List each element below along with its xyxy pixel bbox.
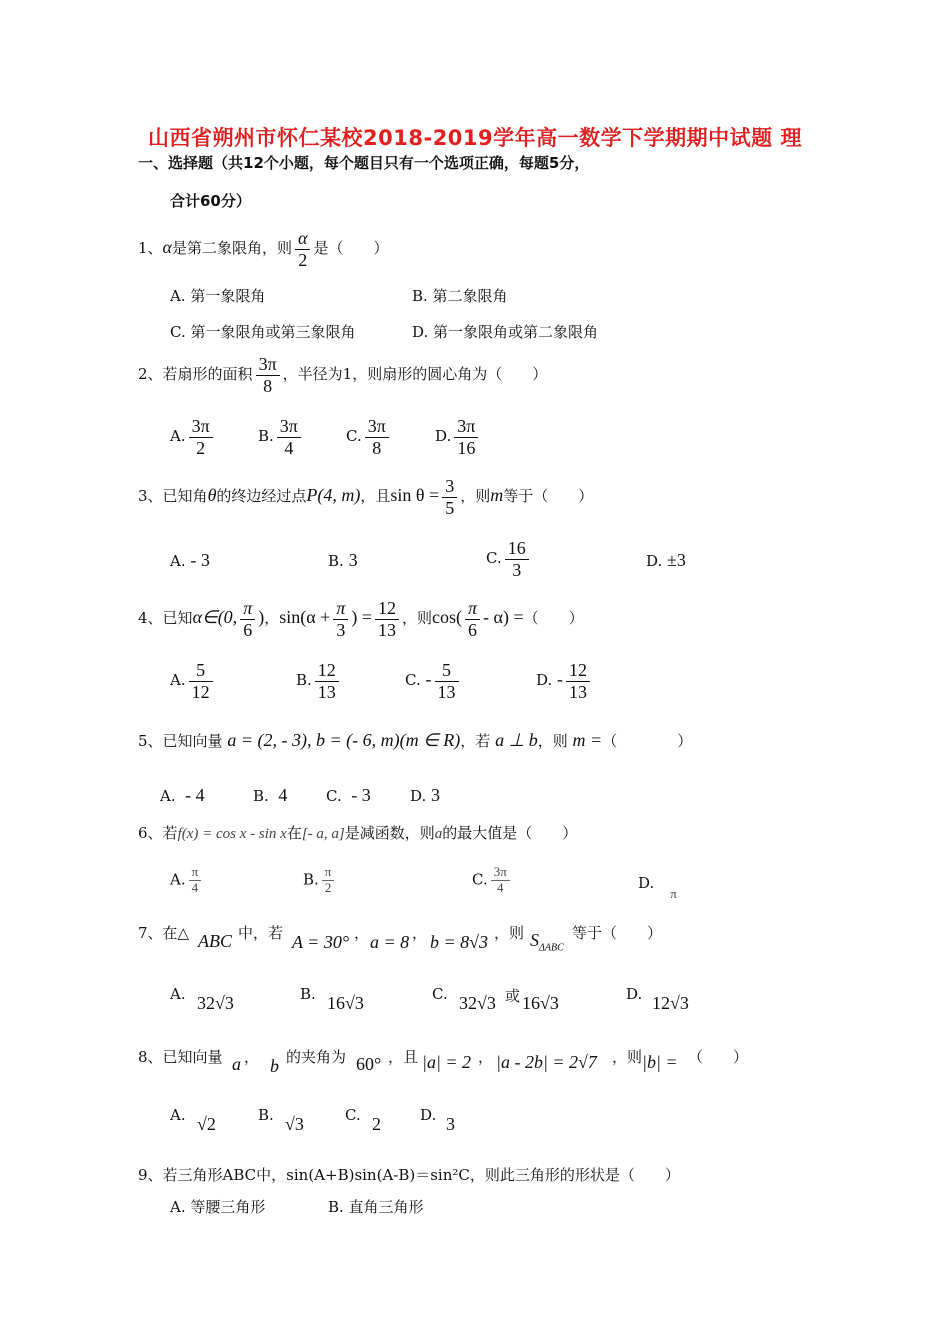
question-1 bbox=[138, 228, 388, 270]
question-text: 中，若 bbox=[238, 924, 284, 942]
question-text: ，则 bbox=[537, 732, 568, 750]
option-label: D. bbox=[638, 874, 655, 892]
math-expr: - α) = bbox=[483, 607, 524, 628]
question-text: 等于（ ） bbox=[572, 924, 663, 942]
option-c-value: 2 bbox=[372, 1114, 381, 1134]
option-d bbox=[536, 660, 593, 702]
math-expr: |a| = 2 bbox=[422, 1052, 472, 1072]
option-value: ±3 bbox=[667, 550, 686, 570]
question-text: 已知向量 bbox=[162, 732, 223, 750]
option-d bbox=[646, 550, 686, 571]
option-d: D. 第一象限角或第二象限角 bbox=[412, 323, 599, 341]
question-text: 已知角 bbox=[162, 487, 208, 506]
math-point: P(4, m) bbox=[306, 485, 361, 506]
question-text: ，则 bbox=[612, 1048, 643, 1066]
math-expr: ) = bbox=[351, 607, 373, 628]
math-expr: f(x) = cos x - sin x bbox=[177, 826, 287, 842]
option-label: D. bbox=[420, 1106, 437, 1124]
option-value: 4 bbox=[278, 785, 288, 805]
math-expr: m = bbox=[572, 730, 603, 750]
numerator: 3π bbox=[454, 416, 478, 438]
fraction bbox=[189, 660, 213, 702]
option-b bbox=[296, 660, 342, 702]
option-d bbox=[638, 874, 677, 901]
fraction bbox=[365, 416, 389, 458]
math-expr: sin θ = bbox=[390, 485, 440, 506]
denominator: 6 bbox=[468, 619, 478, 640]
option-label: A. bbox=[170, 870, 186, 889]
negative-sign: - bbox=[425, 669, 432, 690]
option-a: A. 等腰三角形 bbox=[170, 1198, 266, 1216]
option-a bbox=[170, 550, 210, 571]
math-expr: |a - 2b| = 2√7 bbox=[496, 1052, 597, 1072]
option-label: D. bbox=[410, 787, 427, 805]
denominator: 6 bbox=[243, 619, 253, 640]
question-number: 2、 bbox=[138, 365, 163, 384]
question-text: 的最大值是（ ） bbox=[442, 824, 578, 842]
fraction bbox=[505, 538, 529, 580]
numerator: 12 bbox=[315, 660, 339, 682]
option-d-value: 12√3 bbox=[652, 993, 689, 1013]
question-number: 6、 bbox=[138, 824, 163, 842]
option-a: A. 第一象限角 bbox=[170, 287, 266, 305]
numerator: π bbox=[333, 598, 348, 620]
question-number: 8、 bbox=[138, 1048, 163, 1066]
option-label: C. bbox=[472, 870, 488, 889]
question-text: 已知 bbox=[162, 609, 193, 628]
option-a bbox=[170, 865, 204, 896]
fraction bbox=[256, 354, 280, 396]
question-text: 若扇形的面积 bbox=[162, 365, 253, 384]
punctuation: ， bbox=[478, 1048, 494, 1066]
question-7 bbox=[138, 922, 189, 943]
option-label: C. bbox=[486, 549, 502, 568]
section-heading: 一、选择题（共12个小题，每个题目只有一个选项正确，每题5分， bbox=[138, 154, 590, 172]
option-label: A. bbox=[170, 985, 186, 1003]
fraction bbox=[465, 598, 480, 640]
question-number: 4、 bbox=[138, 609, 163, 628]
numerator: 3 bbox=[442, 476, 457, 498]
numerator: 12 bbox=[566, 660, 590, 682]
question-text: 在 bbox=[286, 824, 302, 842]
area-symbol: S bbox=[530, 930, 539, 950]
fraction bbox=[491, 865, 510, 896]
math-var: α bbox=[162, 237, 172, 258]
option-b: B. 直角三角形 bbox=[328, 1198, 424, 1216]
option-label: C. bbox=[432, 985, 448, 1003]
option-label: B. bbox=[253, 787, 269, 805]
fraction bbox=[189, 416, 213, 458]
fraction bbox=[454, 416, 478, 458]
question-text: 是第二象限角，则 bbox=[172, 239, 293, 258]
fraction bbox=[240, 598, 255, 640]
numerator: π bbox=[322, 865, 335, 881]
vector-a: a bbox=[232, 1054, 241, 1074]
question-text: （ ） bbox=[523, 609, 584, 628]
question-text: 等于（ ） bbox=[503, 487, 594, 506]
option-value: - 3 bbox=[351, 785, 371, 805]
question-4 bbox=[138, 598, 584, 640]
math-expr: a = (2, - 3), b = (- 6, m)(m ∈ R) bbox=[227, 730, 461, 750]
numerator: 5 bbox=[189, 660, 213, 682]
question-text: ，半径为1，则扇形的圆心角为（ ） bbox=[282, 365, 548, 384]
option-label: A. bbox=[160, 787, 176, 805]
denominator: 8 bbox=[263, 375, 273, 396]
section-heading-cont: 合计60分） bbox=[170, 192, 251, 210]
numerator: 3π bbox=[189, 416, 213, 438]
question-text: （ ） bbox=[602, 732, 693, 750]
question-text: ，若 bbox=[460, 732, 491, 750]
denominator: 13 bbox=[317, 681, 336, 702]
math-expr: |b| = bbox=[642, 1052, 678, 1072]
option-value: - 4 bbox=[185, 785, 205, 805]
angle-value: 60° bbox=[356, 1054, 382, 1074]
option-c bbox=[346, 416, 392, 458]
fraction bbox=[333, 598, 348, 640]
triangle-name: ABC bbox=[198, 931, 232, 951]
question-text: ，则 bbox=[460, 487, 491, 506]
fraction bbox=[322, 865, 335, 896]
option-c bbox=[405, 660, 462, 702]
question-text: 是减函数，则 bbox=[344, 824, 435, 842]
option-c bbox=[326, 785, 371, 806]
or-text: 或 bbox=[505, 987, 521, 1005]
denominator: 13 bbox=[378, 619, 397, 640]
fraction bbox=[315, 660, 339, 702]
math-var: θ bbox=[207, 485, 217, 506]
denominator: 13 bbox=[569, 681, 588, 702]
question-text: 是（ ） bbox=[313, 239, 389, 258]
punctuation: ， bbox=[244, 1048, 260, 1066]
numerator: 16 bbox=[505, 538, 529, 560]
math-expr: a = 8 bbox=[370, 932, 410, 952]
math-expr: b = 8√3 bbox=[430, 932, 489, 952]
option-a-value: 32√3 bbox=[197, 993, 234, 1013]
option-a bbox=[160, 785, 205, 806]
option-value: 3 bbox=[431, 785, 441, 805]
numerator: 3π bbox=[277, 416, 301, 438]
vector-b: b bbox=[270, 1056, 279, 1076]
page-title: 山西省朔州市怀仁某校2018-2019学年高一数学下学期期中试题 理 bbox=[148, 126, 802, 150]
question-9 bbox=[138, 1164, 680, 1185]
denominator: 16 bbox=[457, 437, 476, 458]
option-b bbox=[253, 785, 287, 806]
area-subscript: ΔABC bbox=[539, 942, 564, 954]
option-value: π bbox=[670, 886, 677, 901]
option-b bbox=[258, 416, 304, 458]
denominator: 2 bbox=[324, 879, 332, 895]
denominator: 12 bbox=[191, 681, 210, 702]
question-number: 9、 bbox=[138, 1166, 163, 1184]
option-label: B. bbox=[300, 985, 316, 1003]
option-label: C. bbox=[346, 427, 362, 446]
denominator: 4 bbox=[191, 879, 199, 895]
option-label: B. bbox=[303, 870, 319, 889]
math-expr: A = 30° bbox=[292, 932, 350, 952]
question-number: 1、 bbox=[138, 239, 163, 258]
punctuation: ， bbox=[412, 924, 428, 942]
numerator: α bbox=[295, 228, 310, 250]
numerator: 3π bbox=[365, 416, 389, 438]
denominator: 2 bbox=[298, 249, 308, 270]
option-label: B. bbox=[258, 1106, 274, 1124]
option-label: D. bbox=[626, 985, 643, 1003]
numerator: π bbox=[240, 598, 255, 620]
question-text: 已知向量 bbox=[162, 1048, 223, 1066]
option-d bbox=[410, 785, 440, 806]
question-8 bbox=[138, 1046, 223, 1067]
numerator: π bbox=[189, 865, 202, 881]
option-c: C. 第一象限角或第三象限角 bbox=[170, 323, 356, 341]
fraction bbox=[277, 416, 301, 458]
fraction bbox=[566, 660, 590, 702]
question-3 bbox=[138, 476, 593, 518]
option-b bbox=[303, 865, 337, 896]
denominator: 5 bbox=[445, 497, 455, 518]
option-label: A. bbox=[170, 1106, 186, 1124]
fraction bbox=[442, 476, 457, 518]
option-b-value: √3 bbox=[285, 1114, 304, 1134]
fraction bbox=[295, 228, 310, 270]
question-text: 若三角形ABC中，sin(A+B)sin(A-B)＝sin²C，则此三角形的形状是（ ） bbox=[162, 1166, 680, 1184]
numerator: 3π bbox=[491, 865, 510, 881]
question-text: 在△ bbox=[162, 924, 190, 942]
numerator: 12 bbox=[375, 598, 399, 620]
option-d bbox=[435, 416, 481, 458]
option-a-value: √2 bbox=[197, 1114, 216, 1134]
negative-sign: - bbox=[557, 669, 564, 690]
question-text: ，且 bbox=[388, 1048, 419, 1066]
option-label: D. bbox=[536, 671, 553, 690]
option-label: C. bbox=[405, 671, 421, 690]
fraction bbox=[189, 865, 202, 896]
question-text: 的终边经过点 bbox=[216, 487, 307, 506]
math-expr: α∈(0, bbox=[192, 607, 238, 628]
option-label: A. bbox=[170, 671, 186, 690]
question-2 bbox=[138, 354, 547, 396]
question-text: 若 bbox=[162, 824, 178, 842]
option-label: A. bbox=[170, 427, 186, 446]
question-text: ，且 bbox=[360, 487, 391, 506]
option-label: B. bbox=[258, 427, 274, 446]
numerator: π bbox=[465, 598, 480, 620]
option-label: D. bbox=[435, 427, 452, 446]
question-text: 的夹角为 bbox=[286, 1048, 347, 1066]
math-var: m bbox=[490, 485, 504, 506]
denominator: 13 bbox=[437, 681, 456, 702]
option-c-value: 32√3 bbox=[459, 993, 496, 1013]
option-a bbox=[170, 416, 216, 458]
denominator: 8 bbox=[372, 437, 382, 458]
question-number: 5、 bbox=[138, 732, 163, 750]
denominator: 4 bbox=[497, 879, 504, 895]
numerator: 5 bbox=[435, 660, 459, 682]
math-expr: a ⊥ b bbox=[495, 730, 538, 750]
denominator: 4 bbox=[284, 437, 294, 458]
option-c-value-2: 16√3 bbox=[522, 993, 559, 1013]
option-label: B. bbox=[296, 671, 312, 690]
math-expr: [- a, a] bbox=[301, 826, 345, 842]
option-label: C. bbox=[326, 787, 342, 805]
denominator: 3 bbox=[336, 619, 346, 640]
option-label: A. bbox=[170, 552, 186, 570]
fraction bbox=[375, 598, 399, 640]
option-label: B. bbox=[328, 552, 344, 570]
question-text: ，则 bbox=[494, 924, 525, 942]
option-c bbox=[472, 865, 513, 896]
option-label: D. bbox=[646, 552, 663, 570]
option-a bbox=[170, 660, 216, 702]
denominator: 2 bbox=[196, 437, 206, 458]
question-6 bbox=[138, 822, 577, 843]
fraction bbox=[435, 660, 459, 702]
math-expr bbox=[530, 930, 564, 954]
numerator: 3π bbox=[256, 354, 280, 376]
option-b bbox=[328, 550, 358, 571]
option-d-value: 3 bbox=[446, 1114, 455, 1134]
denominator: 3 bbox=[512, 559, 522, 580]
question-text: ，则 bbox=[402, 609, 433, 628]
option-value: 3 bbox=[348, 550, 358, 570]
punctuation: ， bbox=[264, 609, 280, 628]
question-5 bbox=[138, 730, 692, 751]
math-expr: cos( bbox=[432, 607, 463, 628]
punctuation: ， bbox=[354, 924, 370, 942]
math-expr: ) bbox=[258, 607, 265, 628]
math-var: a bbox=[434, 826, 443, 842]
question-text: （ ） bbox=[688, 1048, 749, 1066]
option-value: - 3 bbox=[190, 550, 210, 570]
option-c bbox=[486, 538, 532, 580]
option-b: B. 第二象限角 bbox=[412, 287, 508, 305]
option-label: C. bbox=[345, 1106, 361, 1124]
question-number: 3、 bbox=[138, 487, 163, 506]
question-number: 7、 bbox=[138, 924, 163, 942]
option-b-value: 16√3 bbox=[327, 993, 364, 1013]
math-expr: sin(α + bbox=[279, 607, 331, 628]
